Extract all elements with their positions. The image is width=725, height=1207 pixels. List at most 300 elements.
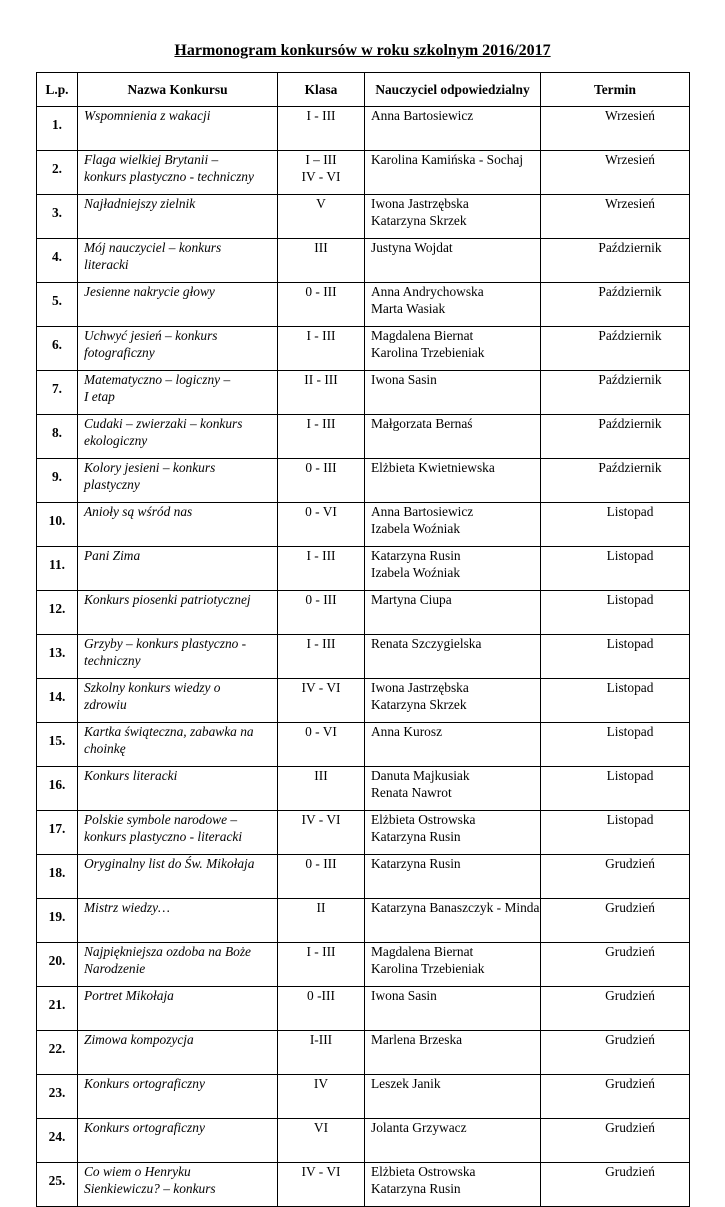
cell-lp-line: 25. bbox=[48, 1173, 66, 1188]
cell-class-line: 0 - III bbox=[305, 284, 337, 299]
cell-class bbox=[278, 151, 365, 195]
cell-term bbox=[541, 855, 690, 899]
cell-teacher bbox=[365, 503, 541, 547]
table-row bbox=[37, 679, 690, 723]
cell-teacher-line: Izabela Woźniak bbox=[371, 521, 461, 536]
cell-lp bbox=[37, 283, 78, 327]
cell-teacher-line: Justyna Wojdat bbox=[371, 240, 453, 255]
cell-term bbox=[541, 1163, 690, 1207]
cell-class bbox=[278, 1031, 365, 1075]
cell-class bbox=[278, 283, 365, 327]
table-row bbox=[37, 723, 690, 767]
cell-class bbox=[278, 107, 365, 151]
cell-class bbox=[278, 591, 365, 635]
cell-class-line: I - III bbox=[306, 328, 336, 343]
cell-teacher-line: Elżbieta Kwietniewska bbox=[371, 460, 495, 475]
cell-teacher-line: Małgorzata Bernaś bbox=[371, 416, 473, 431]
cell-term-line: Listopad bbox=[606, 636, 654, 651]
cell-contest-name bbox=[78, 1163, 278, 1207]
cell-term bbox=[541, 415, 690, 459]
cell-teacher bbox=[365, 899, 541, 943]
cell-class bbox=[278, 239, 365, 283]
cell-lp bbox=[37, 151, 78, 195]
cell-teacher-line: Karolina Trzebieniak bbox=[371, 961, 485, 976]
cell-lp bbox=[37, 899, 78, 943]
cell-contest-name bbox=[78, 811, 278, 855]
cell-class-line: 0 -III bbox=[307, 988, 335, 1003]
cell-contest-name bbox=[78, 415, 278, 459]
cell-lp bbox=[37, 415, 78, 459]
cell-contest-name bbox=[78, 943, 278, 987]
header-term: Termin bbox=[541, 73, 690, 107]
cell-term bbox=[541, 679, 690, 723]
cell-term-line: Wrzesień bbox=[604, 152, 656, 167]
table-row bbox=[37, 195, 690, 239]
cell-term bbox=[541, 1031, 690, 1075]
cell-lp bbox=[37, 1031, 78, 1075]
cell-term bbox=[541, 1119, 690, 1163]
document-title-text: Harmonogram konkursów w roku szkolnym 2016/2017 bbox=[174, 42, 551, 59]
cell-contest-name-line: fotograficzny bbox=[84, 345, 155, 360]
cell-contest-name-line: Najpiękniejsza ozdoba na Boże bbox=[84, 944, 251, 959]
cell-contest-name-line: Pani Zima bbox=[84, 548, 141, 563]
cell-term-line: Październik bbox=[598, 328, 662, 343]
cell-teacher-line: Izabela Woźniak bbox=[371, 565, 461, 580]
cell-lp bbox=[37, 1163, 78, 1207]
table-row bbox=[37, 1119, 690, 1163]
cell-term bbox=[541, 107, 690, 151]
cell-lp-line: 3. bbox=[51, 205, 63, 220]
cell-contest-name-line: konkurs plastyczno - techniczny bbox=[84, 169, 254, 184]
cell-lp-line: 4. bbox=[51, 249, 63, 264]
cell-term bbox=[541, 811, 690, 855]
cell-term bbox=[541, 591, 690, 635]
cell-class-line: II bbox=[316, 900, 326, 915]
cell-teacher-line: Elżbieta Ostrowska bbox=[371, 1164, 476, 1179]
cell-teacher bbox=[365, 239, 541, 283]
cell-term-line: Listopad bbox=[606, 812, 654, 827]
cell-term bbox=[541, 547, 690, 591]
cell-class bbox=[278, 503, 365, 547]
table-row bbox=[37, 1075, 690, 1119]
cell-term-line: Grudzień bbox=[605, 944, 655, 959]
cell-contest-name bbox=[78, 635, 278, 679]
cell-teacher bbox=[365, 371, 541, 415]
cell-lp-line: 20. bbox=[48, 953, 66, 968]
cell-term-line: Grudzień bbox=[605, 988, 655, 1003]
cell-contest-name-line: Konkurs piosenki patriotycznej bbox=[84, 592, 251, 607]
cell-teacher-line: Katarzyna Rusin bbox=[371, 1181, 461, 1196]
cell-class-line: 0 - VI bbox=[305, 724, 337, 739]
cell-contest-name-line: Jesienne nakrycie głowy bbox=[84, 284, 215, 299]
cell-contest-name bbox=[78, 239, 278, 283]
document-title bbox=[0, 42, 725, 60]
cell-class-line: I - III bbox=[306, 636, 336, 651]
table-row bbox=[37, 767, 690, 811]
cell-teacher bbox=[365, 723, 541, 767]
cell-lp-line: 8. bbox=[51, 425, 63, 440]
cell-class bbox=[278, 1119, 365, 1163]
cell-contest-name-line: Narodzenie bbox=[84, 961, 146, 976]
table-row bbox=[37, 415, 690, 459]
cell-contest-name bbox=[78, 371, 278, 415]
table-row bbox=[37, 855, 690, 899]
cell-teacher-line: Anna Andrychowska bbox=[371, 284, 484, 299]
cell-term bbox=[541, 1075, 690, 1119]
cell-teacher bbox=[365, 107, 541, 151]
cell-teacher-line: Anna Kurosz bbox=[371, 724, 443, 739]
cell-class-line: I - III bbox=[306, 548, 336, 563]
cell-teacher-line: Elżbieta Ostrowska bbox=[371, 812, 476, 827]
cell-class bbox=[278, 459, 365, 503]
table-row bbox=[37, 635, 690, 679]
cell-lp bbox=[37, 503, 78, 547]
cell-contest-name bbox=[78, 767, 278, 811]
cell-class-line: VI bbox=[313, 1120, 329, 1135]
cell-term bbox=[541, 283, 690, 327]
cell-term-line: Październik bbox=[598, 416, 662, 431]
cell-contest-name bbox=[78, 327, 278, 371]
table-row bbox=[37, 591, 690, 635]
cell-teacher-line: Katarzyna Rusin bbox=[371, 548, 461, 563]
header-teacher: Nauczyciel odpowiedzialny bbox=[365, 73, 541, 107]
cell-class bbox=[278, 371, 365, 415]
cell-teacher-line: Martyna Ciupa bbox=[371, 592, 452, 607]
cell-term bbox=[541, 195, 690, 239]
cell-teacher-line: Anna Bartosiewicz bbox=[371, 108, 474, 123]
cell-teacher-line: Renata Nawrot bbox=[371, 785, 452, 800]
cell-contest-name-line: ekologiczny bbox=[84, 433, 148, 448]
cell-contest-name bbox=[78, 723, 278, 767]
cell-contest-name bbox=[78, 107, 278, 151]
cell-teacher bbox=[365, 943, 541, 987]
cell-class bbox=[278, 723, 365, 767]
cell-term-line: Listopad bbox=[606, 768, 654, 783]
cell-teacher-line: Magdalena Biernat bbox=[371, 328, 474, 343]
cell-contest-name-line: Szkolny konkurs wiedzy o bbox=[84, 680, 221, 695]
cell-term-line: Listopad bbox=[606, 724, 654, 739]
cell-term-line: Październik bbox=[598, 460, 662, 475]
cell-contest-name bbox=[78, 459, 278, 503]
cell-term-line: Listopad bbox=[606, 504, 654, 519]
cell-contest-name bbox=[78, 1075, 278, 1119]
cell-teacher bbox=[365, 283, 541, 327]
cell-teacher-line: Katarzyna Rusin bbox=[371, 856, 461, 871]
cell-teacher-line: Marta Wasiak bbox=[371, 301, 446, 316]
cell-lp bbox=[37, 591, 78, 635]
cell-term-line: Listopad bbox=[606, 548, 654, 563]
cell-class bbox=[278, 195, 365, 239]
cell-teacher bbox=[365, 327, 541, 371]
table-row bbox=[37, 1163, 690, 1207]
cell-contest-name bbox=[78, 1119, 278, 1163]
cell-teacher bbox=[365, 635, 541, 679]
cell-term-line: Grudzień bbox=[605, 900, 655, 915]
cell-term-line: Listopad bbox=[606, 680, 654, 695]
cell-lp bbox=[37, 1075, 78, 1119]
header-name: Nazwa Konkursu bbox=[78, 73, 278, 107]
cell-term bbox=[541, 459, 690, 503]
cell-contest-name-line: Co wiem o Henryku bbox=[84, 1164, 191, 1179]
cell-class-line: IV - VI bbox=[301, 680, 341, 695]
cell-contest-name-line: Cudaki – zwierzaki – konkurs bbox=[84, 416, 243, 431]
cell-contest-name-line: Najładniejszy zielnik bbox=[84, 196, 196, 211]
cell-teacher bbox=[365, 415, 541, 459]
cell-class-line: 0 - III bbox=[305, 856, 337, 871]
cell-lp bbox=[37, 1119, 78, 1163]
cell-lp-line: 24. bbox=[48, 1129, 66, 1144]
cell-term-line: Grudzień bbox=[605, 1164, 655, 1179]
cell-contest-name-line: Kolory jesieni – konkurs bbox=[84, 460, 216, 475]
cell-teacher-line: Iwona Sasin bbox=[371, 372, 437, 387]
cell-class-line: IV - VI bbox=[301, 1164, 341, 1179]
cell-lp-line: 14. bbox=[48, 689, 66, 704]
cell-class bbox=[278, 1163, 365, 1207]
cell-lp bbox=[37, 811, 78, 855]
cell-lp-line: 6. bbox=[51, 337, 63, 352]
cell-class-line: IV - VI bbox=[301, 812, 341, 827]
cell-teacher bbox=[365, 591, 541, 635]
cell-class-line: III bbox=[314, 240, 328, 255]
table-row bbox=[37, 107, 690, 151]
cell-contest-name-line: Matematyczno – logiczny – bbox=[84, 372, 231, 387]
cell-lp-line: 15. bbox=[48, 733, 66, 748]
cell-contest-name-line: Portret Mikołaja bbox=[84, 988, 174, 1003]
header-class: Klasa bbox=[278, 73, 365, 107]
cell-class-line: 0 - VI bbox=[305, 504, 337, 519]
cell-lp-line: 21. bbox=[48, 997, 66, 1012]
cell-lp-line: 11. bbox=[49, 557, 65, 572]
cell-teacher-line: Danuta Majkusiak bbox=[371, 768, 470, 783]
cell-lp bbox=[37, 635, 78, 679]
cell-contest-name-line: literacki bbox=[84, 257, 129, 272]
cell-teacher bbox=[365, 811, 541, 855]
cell-term-line: Październik bbox=[598, 284, 662, 299]
cell-teacher-line: Leszek Janik bbox=[371, 1076, 441, 1091]
cell-term-line: Grudzień bbox=[605, 1032, 655, 1047]
cell-term bbox=[541, 635, 690, 679]
cell-teacher bbox=[365, 459, 541, 503]
table-row bbox=[37, 811, 690, 855]
cell-class-line: II - III bbox=[304, 372, 338, 387]
cell-lp bbox=[37, 195, 78, 239]
cell-class bbox=[278, 679, 365, 723]
cell-term bbox=[541, 767, 690, 811]
cell-term bbox=[541, 151, 690, 195]
cell-lp bbox=[37, 679, 78, 723]
cell-term bbox=[541, 503, 690, 547]
cell-term bbox=[541, 327, 690, 371]
cell-lp-line: 23. bbox=[48, 1085, 66, 1100]
cell-lp-line: 19. bbox=[48, 909, 66, 924]
table-row bbox=[37, 283, 690, 327]
cell-teacher bbox=[365, 1119, 541, 1163]
table-row bbox=[37, 151, 690, 195]
cell-lp-line: 18. bbox=[48, 865, 66, 880]
cell-teacher bbox=[365, 855, 541, 899]
cell-contest-name-line: Flaga wielkiej Brytanii – bbox=[84, 152, 219, 167]
cell-contest-name bbox=[78, 547, 278, 591]
cell-contest-name-line: Konkurs literacki bbox=[84, 768, 178, 783]
table-row bbox=[37, 899, 690, 943]
cell-lp-line: 16. bbox=[48, 777, 66, 792]
cell-class bbox=[278, 943, 365, 987]
cell-contest-name bbox=[78, 899, 278, 943]
cell-contest-name bbox=[78, 591, 278, 635]
cell-contest-name-line: Polskie symbole narodowe – bbox=[84, 812, 238, 827]
cell-contest-name bbox=[78, 195, 278, 239]
cell-contest-name-line: Wspomnienia z wakacji bbox=[84, 108, 211, 123]
cell-lp-line: 22. bbox=[48, 1041, 66, 1056]
cell-class bbox=[278, 767, 365, 811]
cell-contest-name-line: plastyczny bbox=[84, 477, 140, 492]
cell-class-line: I-III bbox=[309, 1032, 333, 1047]
cell-term-line: Grudzień bbox=[605, 1120, 655, 1135]
cell-term bbox=[541, 899, 690, 943]
cell-term-line: Grudzień bbox=[605, 1076, 655, 1091]
cell-teacher bbox=[365, 1163, 541, 1207]
cell-class-line: V bbox=[316, 196, 326, 211]
table-row bbox=[37, 943, 690, 987]
cell-contest-name-line: Kartka świąteczna, zabawka na bbox=[84, 724, 254, 739]
cell-class bbox=[278, 1075, 365, 1119]
cell-contest-name-line: Mój nauczyciel – konkurs bbox=[84, 240, 222, 255]
cell-lp bbox=[37, 239, 78, 283]
cell-term-line: Grudzień bbox=[605, 856, 655, 871]
cell-contest-name-line: zdrowiu bbox=[84, 697, 127, 712]
cell-term bbox=[541, 239, 690, 283]
cell-term-line: Październik bbox=[598, 240, 662, 255]
cell-contest-name-line: Mistrz wiedzy… bbox=[84, 900, 170, 915]
cell-lp-line: 9. bbox=[51, 469, 63, 484]
cell-class-line: IV bbox=[313, 1076, 329, 1091]
cell-teacher-line: Katarzyna Skrzek bbox=[371, 697, 467, 712]
cell-teacher bbox=[365, 679, 541, 723]
cell-lp-line: 5. bbox=[51, 293, 63, 308]
cell-teacher-line: Katarzyna Banaszczyk - Minda bbox=[371, 900, 540, 915]
cell-contest-name bbox=[78, 679, 278, 723]
cell-lp bbox=[37, 723, 78, 767]
cell-teacher bbox=[365, 1075, 541, 1119]
cell-teacher-line: Magdalena Biernat bbox=[371, 944, 474, 959]
cell-teacher-line: Iwona Jastrzębska bbox=[371, 680, 469, 695]
cell-class bbox=[278, 547, 365, 591]
header-lp: L.p. bbox=[37, 73, 78, 107]
cell-lp bbox=[37, 855, 78, 899]
cell-class-line: I - III bbox=[306, 108, 336, 123]
cell-teacher bbox=[365, 767, 541, 811]
cell-contest-name-line: choinkę bbox=[84, 741, 126, 756]
cell-lp bbox=[37, 943, 78, 987]
cell-class-line: 0 - III bbox=[305, 592, 337, 607]
cell-class bbox=[278, 899, 365, 943]
cell-teacher bbox=[365, 195, 541, 239]
table-row bbox=[37, 1031, 690, 1075]
table-header-row bbox=[37, 73, 690, 107]
cell-teacher-line: Anna Bartosiewicz bbox=[371, 504, 474, 519]
cell-class bbox=[278, 855, 365, 899]
cell-contest-name-line: Oryginalny list do Św. Mikołaja bbox=[84, 856, 255, 871]
cell-contest-name bbox=[78, 503, 278, 547]
cell-contest-name-line: Uchwyć jesień – konkurs bbox=[84, 328, 218, 343]
table-row bbox=[37, 239, 690, 283]
table-row bbox=[37, 371, 690, 415]
cell-contest-name-line: techniczny bbox=[84, 653, 141, 668]
cell-lp bbox=[37, 371, 78, 415]
cell-class-line: I - III bbox=[306, 944, 336, 959]
cell-teacher-line: Iwona Jastrzębska bbox=[371, 196, 469, 211]
cell-lp-line: 10. bbox=[48, 513, 66, 528]
cell-class bbox=[278, 327, 365, 371]
cell-contest-name-line: Konkurs ortograficzny bbox=[84, 1120, 205, 1135]
cell-lp bbox=[37, 327, 78, 371]
cell-contest-name bbox=[78, 151, 278, 195]
cell-lp bbox=[37, 459, 78, 503]
cell-class-line: I – III bbox=[305, 152, 337, 167]
cell-term-line: Listopad bbox=[606, 592, 654, 607]
cell-term-line: Październik bbox=[598, 372, 662, 387]
cell-teacher-line: Katarzyna Rusin bbox=[371, 829, 461, 844]
cell-contest-name-line: konkurs plastyczno - literacki bbox=[84, 829, 243, 844]
cell-teacher-line: Marlena Brzeska bbox=[371, 1032, 463, 1047]
cell-teacher-line: Iwona Sasin bbox=[371, 988, 437, 1003]
cell-teacher-line: Jolanta Grzywacz bbox=[371, 1120, 467, 1135]
table-body bbox=[37, 107, 690, 1207]
cell-contest-name-line: I etap bbox=[84, 389, 115, 404]
cell-contest-name-line: Sienkiewiczu? – konkurs bbox=[84, 1181, 216, 1196]
cell-class bbox=[278, 635, 365, 679]
cell-class-line: I - III bbox=[306, 416, 336, 431]
cell-teacher-line: Karolina Trzebieniak bbox=[371, 345, 485, 360]
cell-teacher-line: Katarzyna Skrzek bbox=[371, 213, 467, 228]
cell-contest-name-line: Grzyby – konkurs plastyczno - bbox=[84, 636, 247, 651]
cell-contest-name bbox=[78, 283, 278, 327]
cell-lp-line: 2. bbox=[51, 161, 63, 176]
cell-teacher bbox=[365, 151, 541, 195]
cell-term bbox=[541, 723, 690, 767]
cell-contest-name-line: Anioły są wśród nas bbox=[84, 504, 193, 519]
cell-lp-line: 17. bbox=[48, 821, 66, 836]
cell-lp bbox=[37, 767, 78, 811]
cell-contest-name-line: Zimowa kompozycja bbox=[84, 1032, 194, 1047]
table-row bbox=[37, 327, 690, 371]
cell-lp bbox=[37, 547, 78, 591]
table-row bbox=[37, 459, 690, 503]
cell-contest-name-line: Konkurs ortograficzny bbox=[84, 1076, 205, 1091]
cell-teacher-line: Karolina Kamińska - Sochaj bbox=[371, 152, 524, 167]
cell-lp-line: 7. bbox=[51, 381, 63, 396]
cell-term-line: Wrzesień bbox=[604, 196, 656, 211]
contest-schedule-table bbox=[36, 72, 690, 1207]
cell-class bbox=[278, 415, 365, 459]
cell-lp-line: 1. bbox=[51, 117, 63, 132]
cell-term-line: Wrzesień bbox=[604, 108, 656, 123]
table-row bbox=[37, 503, 690, 547]
cell-lp-line: 13. bbox=[48, 645, 66, 660]
cell-teacher bbox=[365, 1031, 541, 1075]
cell-teacher bbox=[365, 547, 541, 591]
cell-teacher-line: Renata Szczygielska bbox=[371, 636, 482, 651]
cell-term bbox=[541, 943, 690, 987]
cell-class-line: 0 - III bbox=[305, 460, 337, 475]
cell-term bbox=[541, 371, 690, 415]
table-row bbox=[37, 547, 690, 591]
cell-lp bbox=[37, 107, 78, 151]
cell-contest-name bbox=[78, 1031, 278, 1075]
cell-contest-name bbox=[78, 855, 278, 899]
cell-lp-line: 12. bbox=[48, 601, 66, 616]
cell-class-line: IV - VI bbox=[301, 169, 341, 184]
